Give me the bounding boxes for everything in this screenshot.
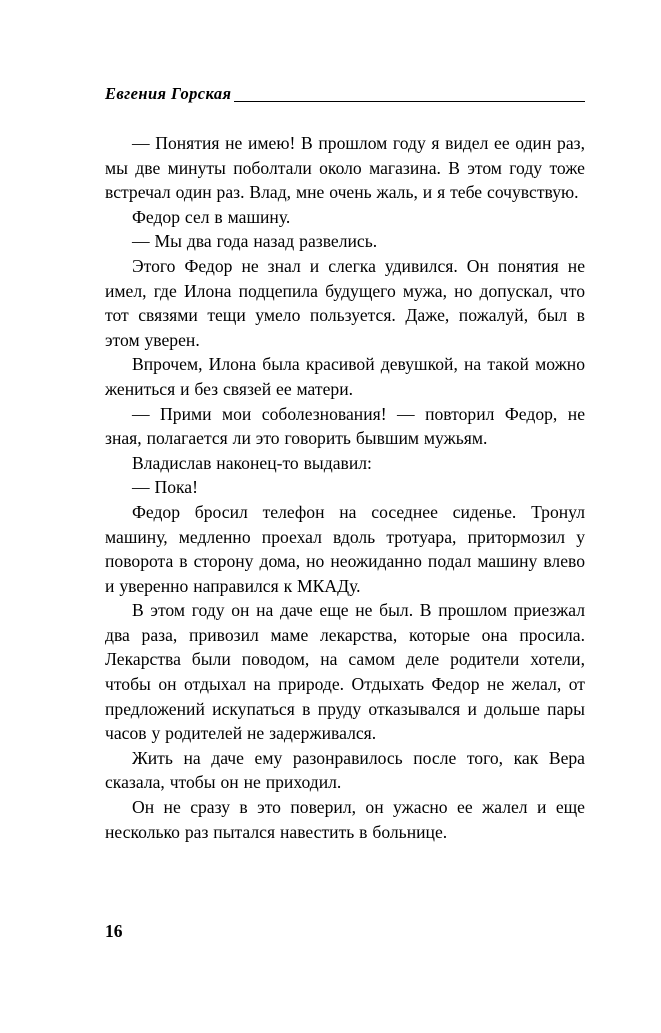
paragraph: В этом году он на даче еще не был. В прошлом приезжал два раза, привозил маме лекарства, которые она просила. Лекарства были поводом, на самом деле родители хотели, чтобы он отдыхал на природе. Отдыхать Федор не желал, от предложений искупаться в пруду отказывался и дольше пары часов у родителей не задерживался. — [105, 600, 585, 744]
paragraph: Федор бросил телефон на соседнее сиденье. Тронул машину, медленно проехал вдоль тротуара, притормозил у поворота в сторону дома, но неожиданно подал машину влево и уверенно направился к МКАДу. — [105, 501, 585, 596]
paragraph: Этого Федор не знал и слегка удивился. Он понятия не имел, где Илона подцепила будущего мужа, но допускал, что тот связями тещи умело пользуется. Даже, пожалуй, был в этом уверен. — [105, 255, 585, 350]
author-name: Евгения Горская — [105, 84, 232, 103]
paragraph: — Пока! — [132, 477, 198, 498]
running-header — [105, 85, 585, 103]
paragraph: — Понятия не имею! В прошлом году я видел ее один раз, мы две минуты поболтали около магазина. В этом году тоже встречал один раз. Влад, мне очень жаль, и я тебе сочувствую. — [105, 133, 585, 203]
paragraph: Федор сел в машину. — [132, 206, 291, 227]
paragraph: Впрочем, Илона была красивой девушкой, на такой можно жениться и без связей ее матери. — [105, 354, 585, 399]
paragraph: — Мы два года назад развелись. — [132, 231, 378, 252]
paragraph: Он не сразу в это поверил, он ужасно ее жалел и еще несколько раз пытался навестить в больнице. — [105, 797, 585, 842]
header-rule — [234, 101, 585, 102]
paragraph: Владислав наконец-то выдавил: — [132, 452, 372, 473]
page-number: 16 — [105, 921, 123, 941]
paragraph: — Прими мои соболезнования! — повторил Федор, не зная, полагается ли это говорить бывшим мужьям. — [105, 403, 585, 449]
page-text — [105, 131, 585, 844]
paragraph: Жить на даче ему разонравилось после того, как Вера сказала, чтобы он не приходил. — [105, 747, 585, 793]
